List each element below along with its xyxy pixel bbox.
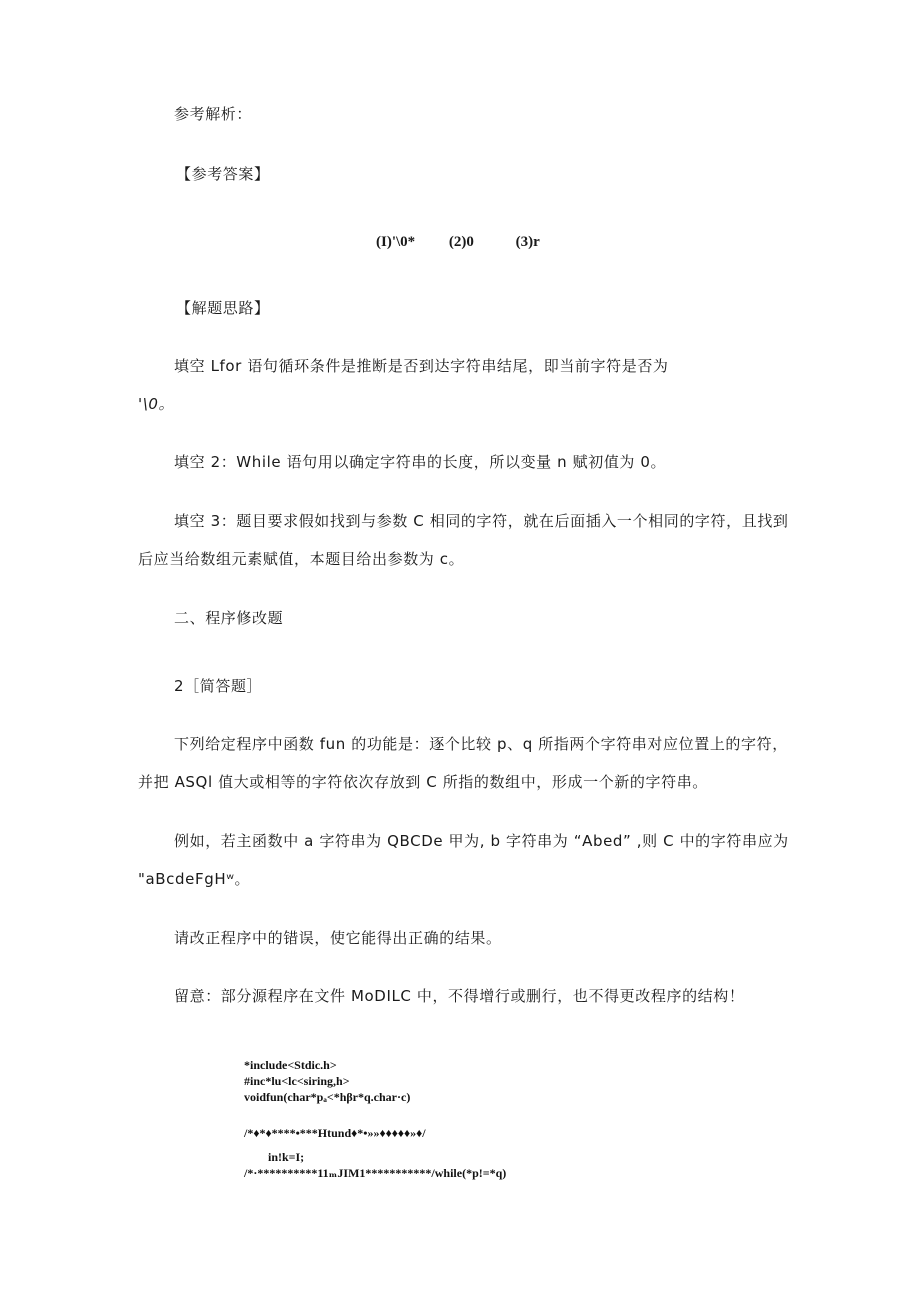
description-line2: 并把 ASQl 值大或相等的字符依次存放到 C 所指的数组中，形成一个新的字符串。 xyxy=(138,773,708,791)
answer-1: (I)'\0* xyxy=(376,234,416,250)
question-label: 2［简答题］ xyxy=(174,677,263,695)
fill1-line1: 填空 Lfor 语句循环条件是推断是否到达字符串结尾，即当前字符是否为 xyxy=(174,357,669,375)
answer-list xyxy=(376,232,540,252)
section-heading: 二、程序修改题 xyxy=(174,609,284,627)
fill1-line2: '\0。 xyxy=(138,395,175,413)
code-line-3: voidfun(char*pₐ<*hβr*q.char·c) xyxy=(244,1090,411,1104)
fill3-line1: 填空 3：题目要求假如找到与参数 C 相同的字符，就在后面插入一个相同的字符，且找到 xyxy=(174,512,789,530)
fix-instruction: 请改正程序中的错误，使它能得出正确的结果。 xyxy=(174,929,502,947)
code-line-5: in!k=I; xyxy=(268,1150,305,1164)
code-line-1: *include<Stdic.h> xyxy=(244,1058,337,1072)
code-line-4: /*♦*♦****•***Htund♦*•»»♦♦♦♦♦»♦/ xyxy=(244,1126,426,1140)
analysis-label: 参考解析： xyxy=(174,105,253,123)
answer-heading: 【参考答案】 xyxy=(176,165,270,183)
answer-2: (2)0 xyxy=(448,234,474,250)
code-line-2: #inc*lu<lc<siring,h> xyxy=(244,1074,350,1088)
fill2-text: 填空 2：While 语句用以确定字符串的长度，所以变量 n 赋初值为 0。 xyxy=(174,453,667,471)
description-line1: 下列给定程序中函数 fun 的功能是：逐个比较 p、q 所指两个字符串对应位置上的字符， xyxy=(174,735,788,753)
code-line-6: /*·**********11ₘJIM1***********/while(*p!=*q) xyxy=(244,1166,507,1180)
fill3-line2: 后应当给数组元素赋值，本题目给出参数为 c。 xyxy=(138,550,465,568)
answer-3: (3)r xyxy=(515,234,540,250)
thought-heading: 【解题思路】 xyxy=(176,299,270,317)
example-line1: 例如，若主函数中 a 字符串为 QBCDe 甲为, b 字符串为 “Abed” ,则 C 中的字符串应为 xyxy=(174,832,789,850)
example-line2: "aBcdeFgHʷ。 xyxy=(138,870,251,888)
notice-text: 留意：部分源程序在文件 MoDILC 中，不得增行或删行，也不得更改程序的结构！ xyxy=(174,987,745,1005)
